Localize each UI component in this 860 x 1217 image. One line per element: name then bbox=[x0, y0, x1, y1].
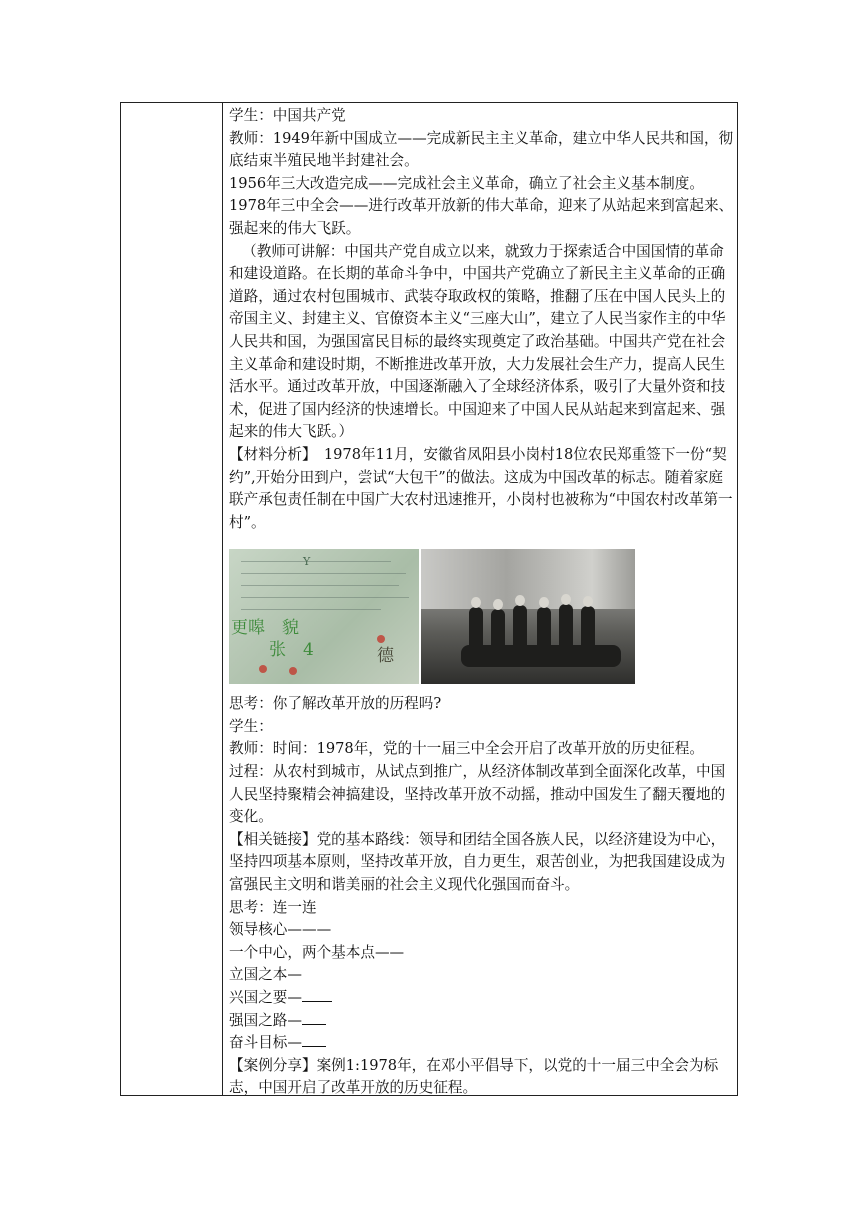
villagers-group-photo bbox=[421, 549, 635, 684]
teacher-1956: 1956年三大改造完成——完成社会主义革命，确立了社会主义基本制度。 bbox=[229, 174, 704, 192]
document-mark-top: Y bbox=[303, 555, 311, 569]
contract-document-image bbox=[229, 549, 419, 684]
match-item-one-center: 一个中心，两个基本点—— bbox=[229, 943, 405, 961]
teacher-1978: 1978年三中全会——进行改革开放新的伟大革命，迎来了从站起来到富起来、强起来的伟大飞跃。 bbox=[229, 197, 734, 237]
signature-row-2: 张 4 bbox=[269, 640, 314, 661]
teacher-time: 教师：时间：1978年，党的十一届三中全会开启了改革开放的历史征程。 bbox=[229, 740, 704, 758]
related-link: 【相关链接】党的基本路线：领导和团结全国各族人民，以经济建设为中心，坚持四项基本原则，坚持改革开放，自力更生，艰苦创业，为把我国建设成为富强民主文明和谐美丽的社会主义现代化强国而奋斗。 bbox=[229, 830, 726, 894]
red-thumbprint bbox=[259, 665, 267, 673]
case-sharing: 【案例分享】案例1:1978年，在邓小平倡导下，以党的十一届三中全会为标志，中国开启了改革开放的历史征程。 bbox=[229, 1056, 719, 1097]
answer-blank[interactable] bbox=[302, 1010, 326, 1025]
answer-blank[interactable] bbox=[302, 1032, 326, 1047]
match-item-leadership: 领导核心——— bbox=[229, 921, 332, 939]
teacher-process: 过程：从农村到城市，从试点到推广，从经济体制改革到全面深化改革，中国人民坚持聚精会神搞建设，坚持改革开放不动摇，推动中国发生了翻天覆地的变化。 bbox=[229, 763, 726, 826]
lesson-table bbox=[120, 102, 738, 1096]
question-match: 思考：连一连 bbox=[229, 898, 317, 916]
student-answer: 学生：中国共产党 bbox=[229, 107, 346, 124]
signature-row-1: 更嗥 貌 bbox=[231, 618, 299, 639]
teacher-1949: 教师：1949年新中国成立——完成新民主主义革命，建立中华人民共和国，彻底结束半殖民地半封建社会。 bbox=[229, 129, 734, 170]
answer-blank[interactable] bbox=[302, 987, 332, 1002]
match-item-foundation: 立国之本— bbox=[229, 966, 302, 984]
material-analysis: 【材料分析】 1978年11月，安徽省凤阳县小岗村18位农民郑重签下一份“契约”,开始分田到户，尝试“大包干”的做法。这成为中国改革的标志。随着家庭联产承包责任制在中国广大农村迅速推开，小岗村也被称为“中国农村改革第一村”。 bbox=[229, 445, 733, 531]
signature-row-3: 德 bbox=[377, 646, 394, 667]
left-column-cell bbox=[121, 103, 223, 1095]
match-item-prosperity: 兴国之要— bbox=[229, 987, 737, 1010]
red-thumbprint bbox=[377, 635, 385, 643]
teacher-explanation: （教师可讲解：中国共产党自成立以来，就致力于探索适合中国国情的革命和建设道路。在长期的革命斗争中，中国共产党确立了新民主主义革命的正确道路，通过农村包围城市、武装夺取政权的策略，推翻了压在中国人民头上的帝国主义、封建主义、官僚资本主义“三座大山”，建立了人民当家作主的中华人民共和国，为强国富民目标的最终实现奠定了政治基础。中国共产党在社会主义革命和建设时期，不断推进改革开放，大力发展社会生产力，提高人民生活水平。通过改革开放，中国逐渐融入了全球经济体系，吸引了大量外资和技术，促进了国内经济的快速增长。中国迎来了中国人民从站起来到富起来、强起来的伟大飞跃。） bbox=[229, 242, 726, 441]
photo-row bbox=[229, 549, 737, 684]
student-blank: 学生： bbox=[229, 717, 273, 735]
match-item-strength: 强国之路— bbox=[229, 1010, 737, 1033]
content-cell bbox=[229, 105, 737, 1100]
match-item-goal: 奋斗目标— bbox=[229, 1032, 737, 1055]
question-reform-history: 思考：你了解改革开放的历程吗? bbox=[229, 695, 442, 713]
red-thumbprint bbox=[289, 667, 297, 675]
